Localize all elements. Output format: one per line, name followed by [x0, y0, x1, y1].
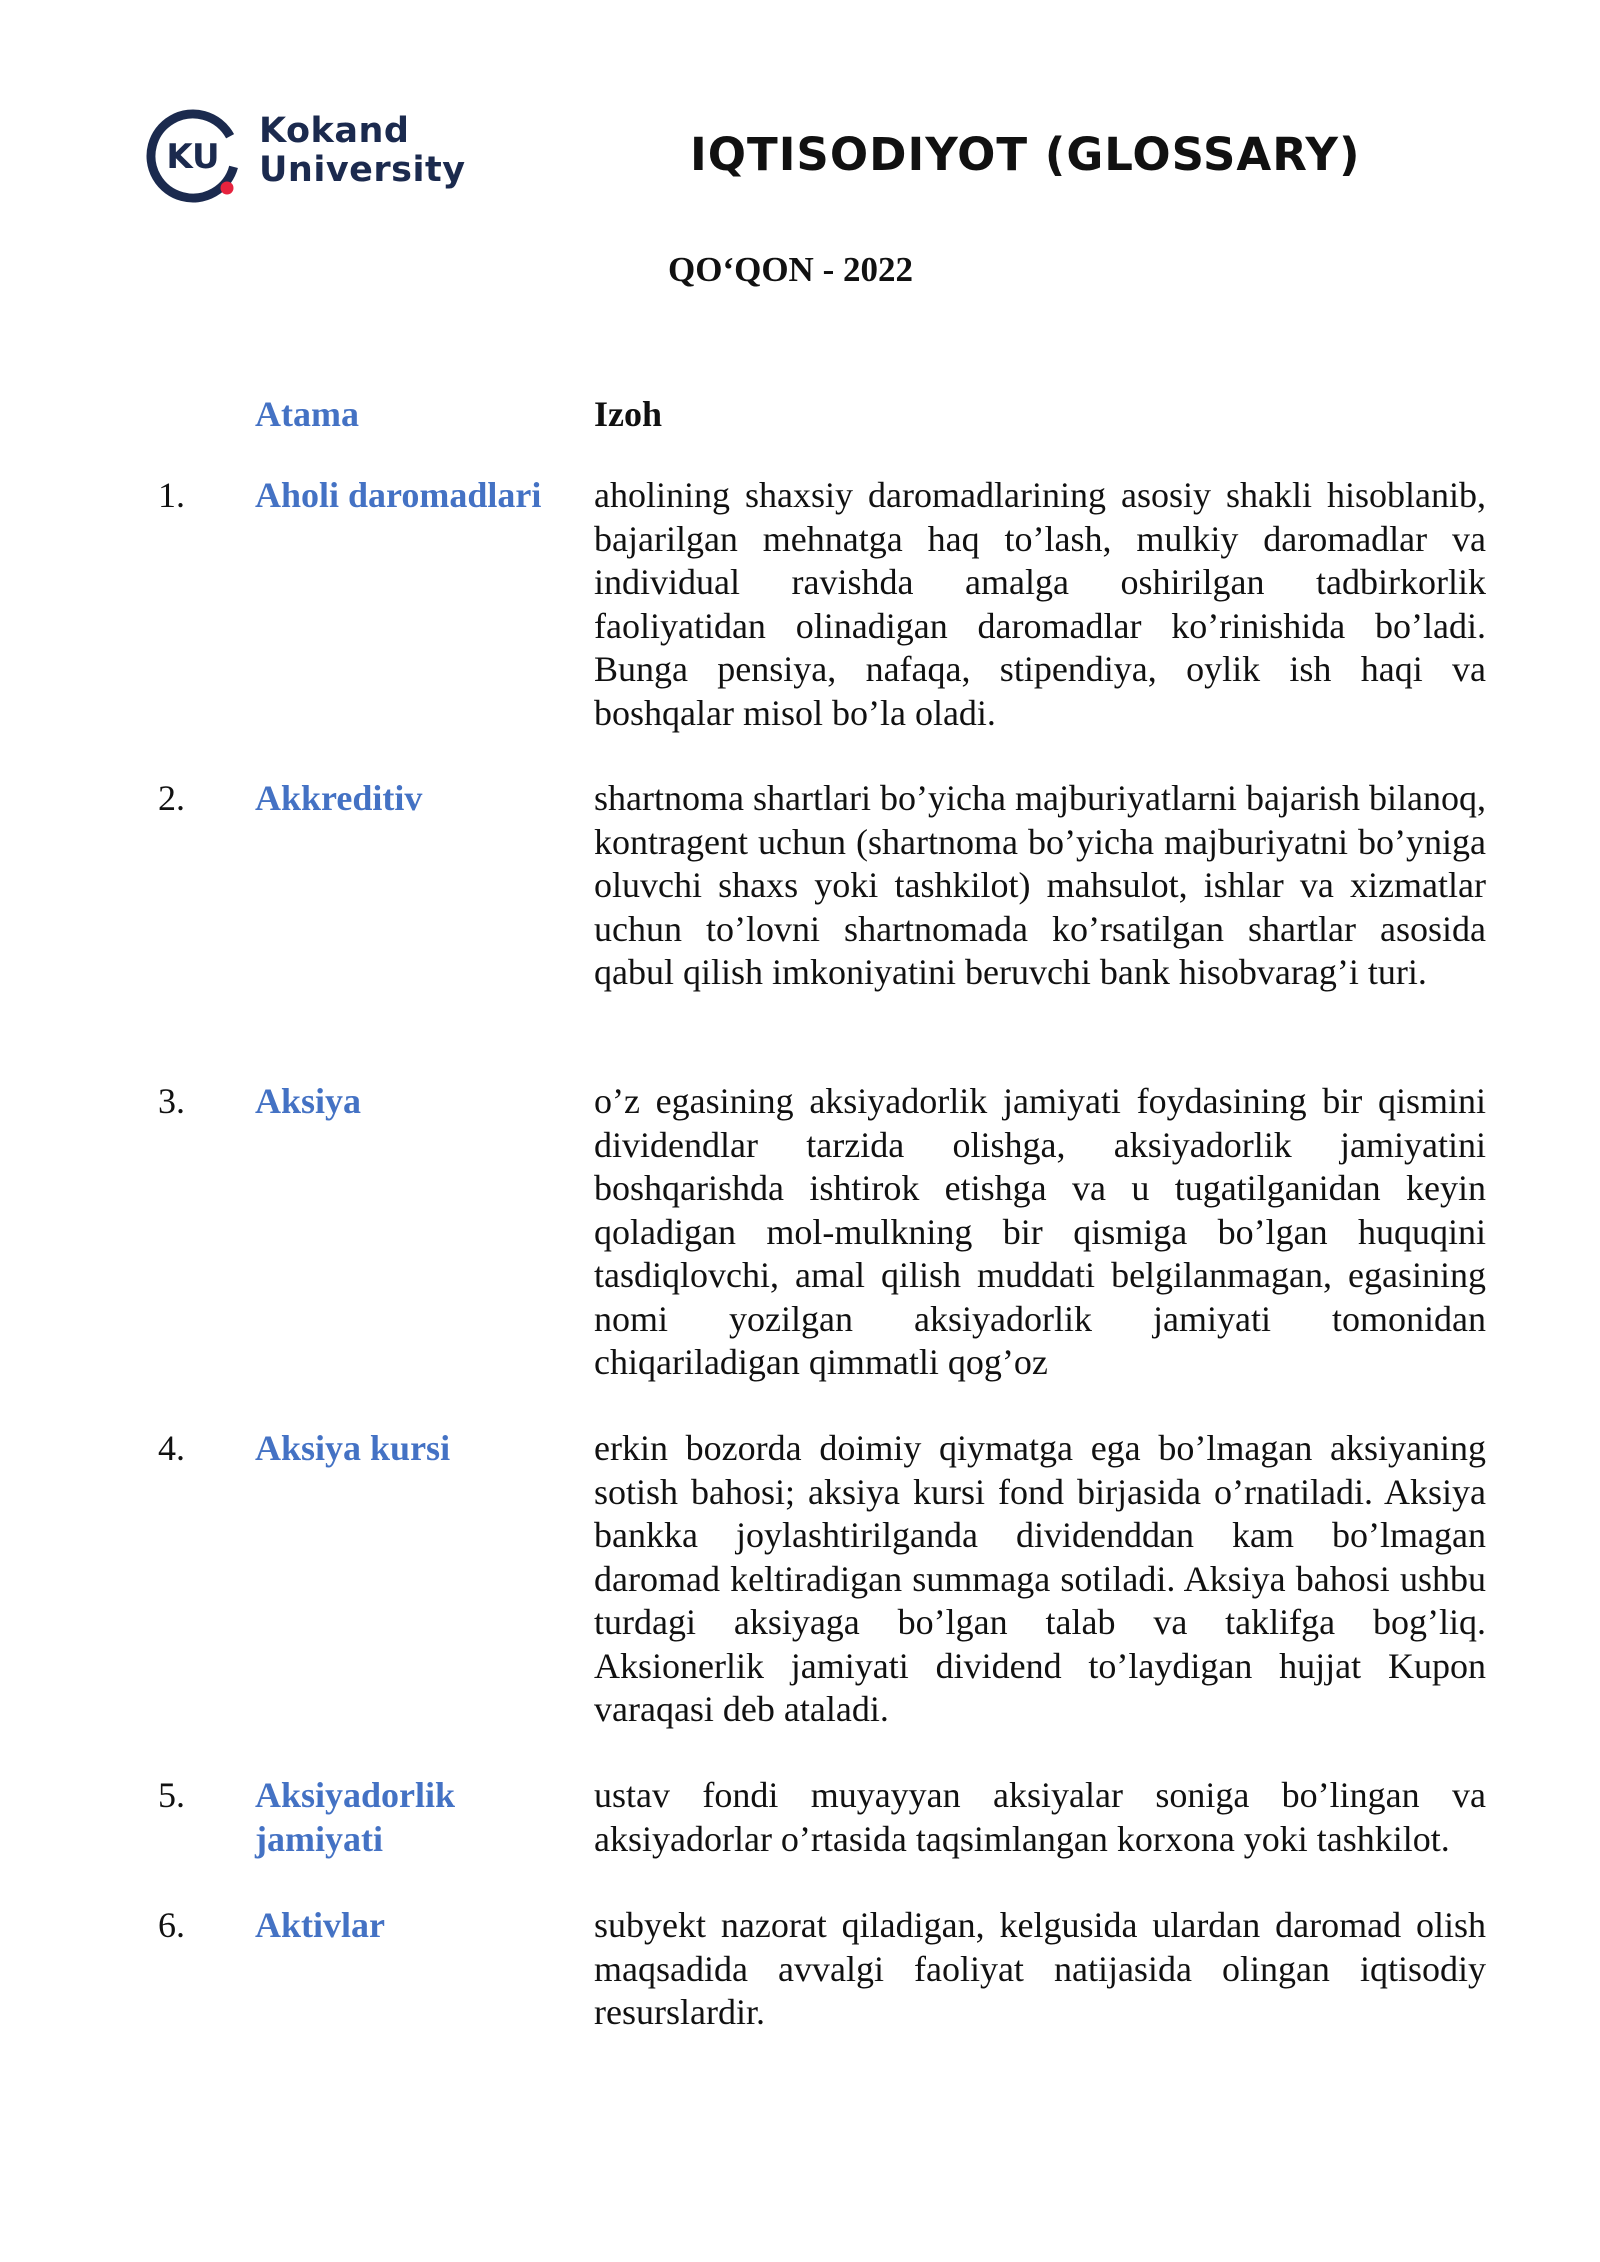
- logo-line-1: Kokand: [259, 111, 410, 151]
- entry-term: Akkreditiv: [255, 778, 423, 818]
- entry-number: 6.: [158, 1905, 185, 1945]
- entry-term: Aksiyadorlik jamiyati: [255, 1775, 456, 1859]
- entry-number: 5.: [158, 1775, 185, 1815]
- column-header-term: Atama: [255, 394, 359, 434]
- entry-number: 2.: [158, 778, 185, 818]
- logo-mark-text: KU: [166, 137, 220, 177]
- university-logo: [145, 104, 485, 214]
- entry-number: 3.: [158, 1081, 185, 1121]
- entry-definition: subyekt nazorat qiladigan, kelgusida ulardan daromad olish maqsadida avvalgi faoliyat natijasida olingan iqtisodiy resurslardir.: [594, 1905, 1486, 2032]
- entry-definition: ustav fondi muyayyan aksiyalar soniga bo’lingan va aksiyadorlar o’rtasida taqsimlangan korxona yoki tashkilot.: [594, 1775, 1486, 1859]
- column-header-definition: Izoh: [594, 394, 663, 434]
- entry-term: Aksiya: [255, 1081, 362, 1121]
- entry-term: Aktivlar: [255, 1905, 385, 1945]
- entry-definition: aholining shaxsiy daromadlarining asosiy shakli hisoblanib, bajarilgan mehnatga haq to’lash, mulkiy daromadlar va individual ravishda amalga oshirilgan tadbirkorlik faoliyatidan olinadigan daromadlar ko’rinishida bo’ladi. Bunga pensiya, nafaqa, stipendiya, oylik ish haqi va boshqalar misol bo’la oladi.: [594, 475, 1486, 733]
- entry-number: 4.: [158, 1428, 185, 1468]
- logo-wordmark: [259, 112, 466, 190]
- entry-number: 1.: [158, 475, 185, 515]
- entry-definition: erkin bozorda doimiy qiymatga ega bo’lmagan aksiyaning sotish bahosi; aksiya kursi fond birjasida o’rnatiladi. Aksiya bankka joylashtirilganda dividenddan kam bo’lmagan daromad keltiradigan summaga sotiladi. Aksiya bahosi ushbu turdagi aksiyaga bo’lgan talab va taklifga bog’liq. Aksionerlik jamiyati dividend to’laydigan hujjat Kupon varaqasi deb ataladi.: [594, 1428, 1486, 1729]
- ku-logo-icon: [145, 108, 241, 204]
- document-subtitle: QO‘QON - 2022: [668, 250, 913, 289]
- document-title: IQTISODIYOT (GLOSSARY): [690, 128, 1361, 181]
- entry-definition: o’z egasining aksiyadorlik jamiyati foydasining bir qismini dividendlar tarzida olishga, aksiyadorlik jamiyatini boshqarishda ishtirok etishga va u tugatilganidan keyin qoladigan mol-mulkning bir qismiga bo’lgan huquqini tasdiqlovchi, amal qilish muddati belgilanmagan, egasining nomi yozilgan aksiyadorlik jamiyati tomonidan chiqariladigan qimmatli qog’oz: [594, 1081, 1486, 1382]
- entry-definition: shartnoma shartlari bo’yicha majburiyatlarni bajarish bilanoq, kontragent uchun (shartnoma bo’yicha majburiyatni bo’yniga oluvchi shaxs yoki tashkilot) mahsulot, ishlar va xizmatlar uchun to’lovni shartnomada ko’rsatilgan shartlar asosida qabul qilish imkoniyatini beruvchi bank hisobvarag’i turi.: [594, 778, 1486, 992]
- entry-term: Aholi daromadlari: [255, 475, 542, 515]
- logo-line-2: University: [259, 150, 466, 190]
- entry-term: Aksiya kursi: [255, 1428, 451, 1468]
